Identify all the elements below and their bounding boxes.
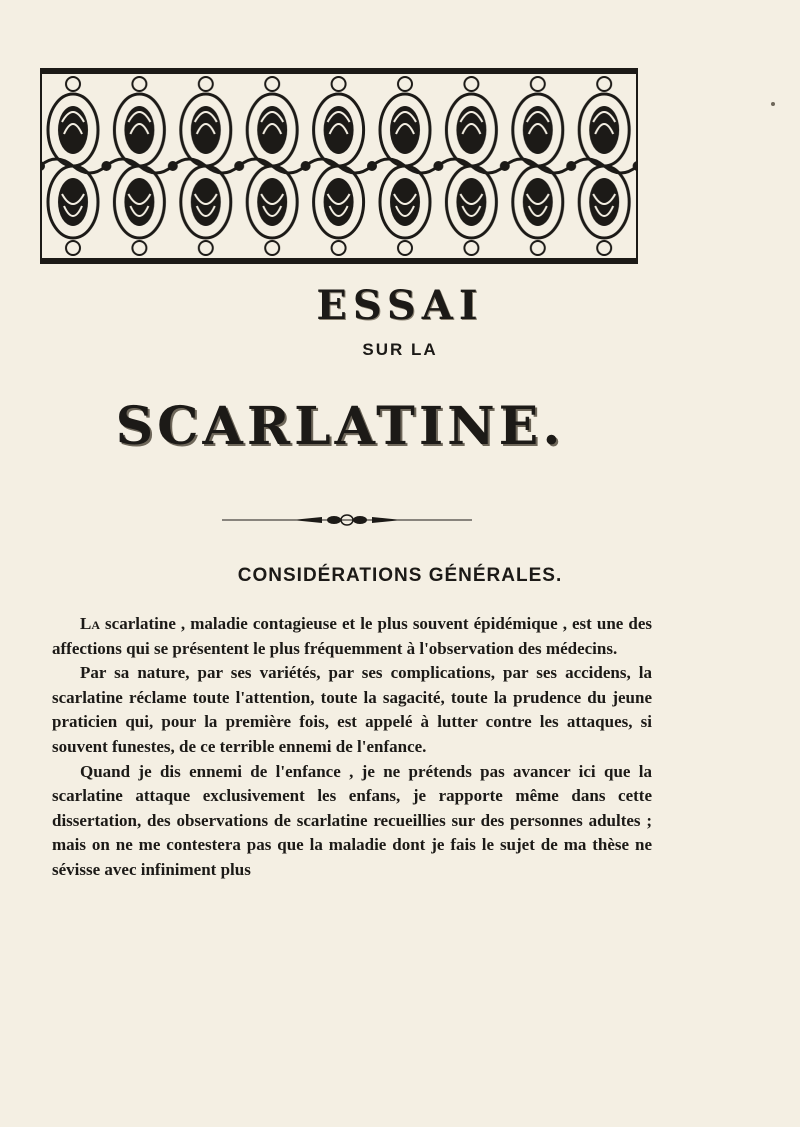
ink-speck: [769, 101, 777, 109]
paragraph-3: Quand je dis ennemi de l'enfance , je ne prétends pas avancer ici que la scarlatine attaque exclusivement les enfans, je rapporte même dans cette dissertation, des observations de scarlatine recueillies sur des personnes adultes ; mais on ne me contestera pas que la maladie dont je fais le sujet de ma thèse ne sévisse avec infiniment plus: [52, 761, 652, 879]
paragraph-1-text: scarlatine , maladie contagieuse et le plus souvent épidémique , est une des affections qui se présentent le plus fréquemment à l'observation des médecins.: [52, 614, 652, 658]
body-text: [52, 612, 652, 883]
section-heading: CONSIDÉRATIONS GÉNÉRALES.: [237, 565, 563, 586]
paragraph-1-initial: La: [80, 614, 101, 633]
title-sur-la: SUR LA: [362, 340, 438, 359]
title-essai: ESSAI: [316, 282, 484, 329]
divider-rule-ornament: [222, 513, 472, 527]
title-scarlatine: SCARLATINE.: [115, 396, 565, 457]
paragraph-2: Par sa nature, par ses variétés, par ses complications, par ses accidens, la scarlatine réclame toute l'attention, toute la sagacité, toute la prudence du jeune praticien qui, pour la première fois, est appelé à lutter contre les attaques, si souvent funestes, de ce terrible ennemi de l'enfance.: [52, 663, 652, 756]
palmette-ornament: [40, 72, 638, 260]
decorative-header-band: [40, 68, 638, 264]
paragraph-1: [52, 612, 652, 661]
